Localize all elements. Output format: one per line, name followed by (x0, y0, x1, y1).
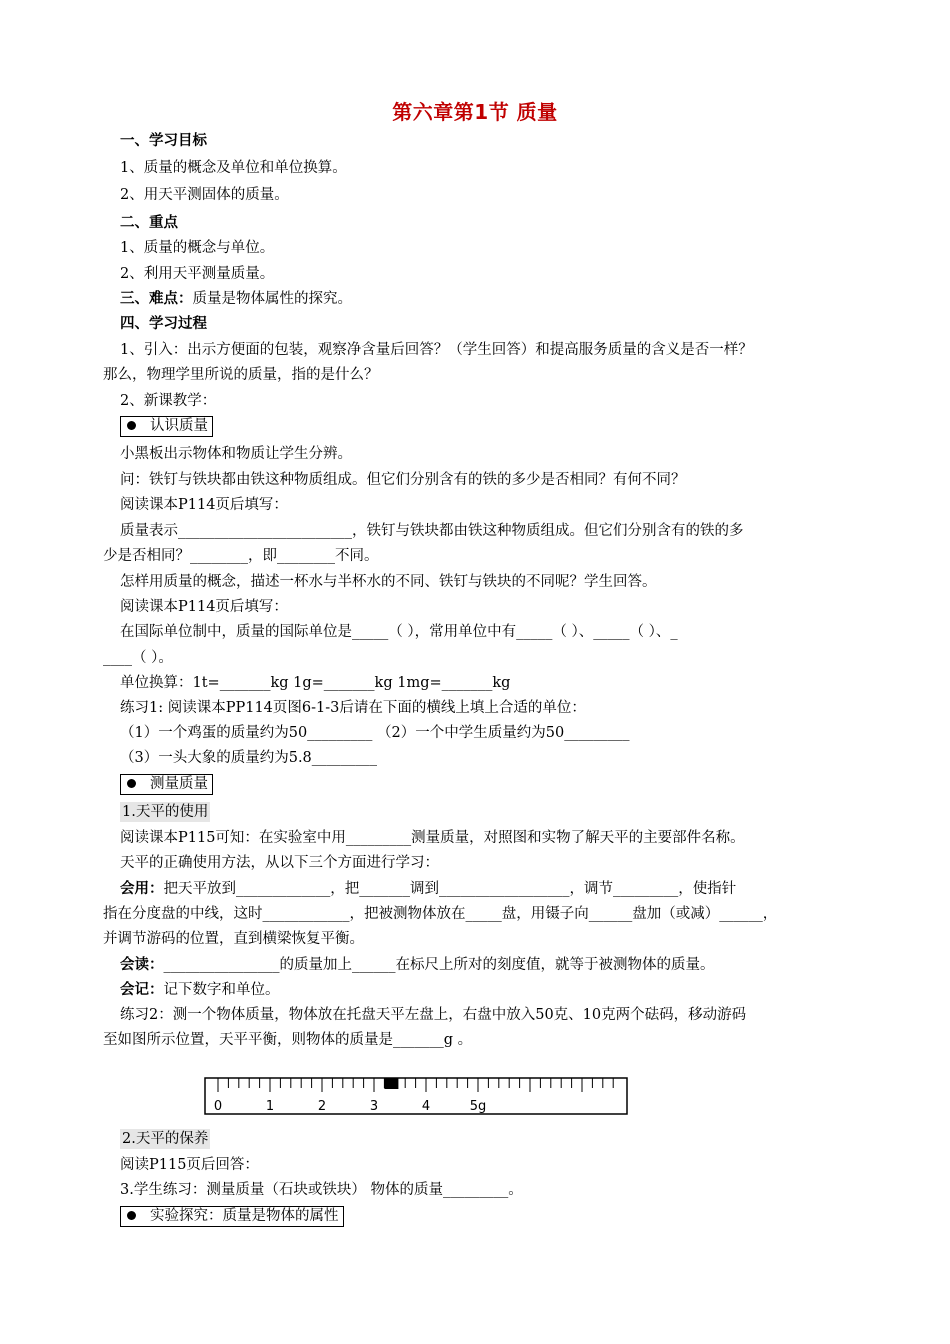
can-read-text: ________________的质量加上______在标尺上所对的刻度值，就等于被测物体的质量。 (163, 957, 715, 973)
keypoint-1: 1、质量的概念与单位。 (120, 240, 275, 256)
can-read-heading: 会读： (120, 957, 164, 973)
text-line: 并调节游码的位置，直到横梁恢复平衡。 (103, 931, 364, 947)
topic-label: 测量质量 (150, 776, 208, 792)
ruler-tick-label: 4 (421, 1099, 431, 1114)
fill-in-line: 少是否相同？________，即________不同。 (103, 548, 379, 564)
rider-marker (384, 1078, 398, 1089)
exercise-1-heading: 练习1: 阅读课本PP114页图6-1-3后请在下面的横线上填上合适的单位： (120, 700, 586, 716)
subheading-label: 2.天平的保养 (122, 1131, 209, 1147)
difficulty-text: 质量是物体属性的探究。 (192, 291, 352, 307)
balance-scale-ruler (204, 1077, 628, 1117)
can-use-heading: 会用： (120, 881, 164, 897)
subheading-balance-care (120, 1129, 210, 1149)
ruler-tick-label: 0 (213, 1099, 223, 1114)
text-line: 小黑板出示物体和物质让学生分辨。 (120, 446, 352, 462)
page-title: 第六章第1节 质量 (392, 100, 558, 124)
objective-2: 2、用天平测固体的质量。 (120, 187, 289, 203)
section-heading-keypoints: 二、重点 (120, 215, 178, 231)
student-practice-line: 3.学生练习：测量质量（石块或铁块） 物体的质量_________。 (120, 1182, 523, 1198)
bullet-dot-icon (127, 779, 136, 788)
difficulty-heading: 三、难点： (120, 291, 193, 307)
bullet-dot-icon (127, 421, 136, 430)
can-record-line (120, 980, 280, 1000)
unit-conversion-line: 单位换算：1t=_______kg 1g=_______kg 1mg=_______kg (120, 675, 511, 691)
fill-in-line: 指在分度盘的中线，这时____________，把被测物体放在_____盘，用镊子向______盘加（或减）______， (103, 906, 778, 922)
exercise-2-line-2: 至如图所示位置，天平平衡，则物体的质量是_______g 。 (103, 1032, 473, 1048)
topic-label: 实验探究：质量是物体的属性 (150, 1208, 339, 1224)
fill-in-line: 质量表示________________________，铁钉与铁块都由铁这种物质组成。但它们分别含有的铁的多 (120, 523, 744, 539)
can-record-heading: 会记： (120, 982, 164, 998)
intro-line-2: 那么，物理学里所说的质量，指的是什么？ (103, 367, 379, 383)
topic-box (120, 416, 213, 437)
ruler-tick-label: 2 (317, 1099, 327, 1114)
topic-box (120, 1206, 344, 1227)
ruler-tick-label: 5g (469, 1099, 487, 1114)
can-record-text: 记下数字和单位。 (163, 982, 280, 998)
topic-understand-mass (120, 416, 213, 437)
objective-1: 1、质量的概念及单位和单位换算。 (120, 160, 347, 176)
reading-instruction: 阅读课本P114页后填写： (120, 599, 288, 615)
topic-label: 认识质量 (150, 418, 208, 434)
difficulty-line (120, 289, 352, 309)
ruler-tick-label: 3 (369, 1099, 379, 1114)
reading-instruction: 阅读课本P115可知：在实验室中用_________测量质量，对照图和实物了解天平的主要部件名称。 (120, 830, 745, 846)
section-heading-process: 四、学习过程 (120, 316, 207, 332)
reading-instruction: 阅读P115页后回答： (120, 1157, 259, 1173)
exercise-1-item-3: （3）一头大象的质量约为5.8_________ (120, 750, 378, 766)
topic-box (120, 774, 213, 795)
section-heading-objectives: 一、学习目标 (120, 133, 207, 149)
intro-line-1: 1、引入：出示方便面的包装，观察净含量后回答？（学生回答）和提高服务质量的含义是否一样？ (120, 342, 753, 358)
keypoint-2: 2、利用天平测量质量。 (120, 266, 275, 282)
topic-measure-mass (120, 774, 213, 795)
reading-instruction: 阅读课本P114页后填写： (120, 497, 288, 513)
exercise-1-items: （1）一个鸡蛋的质量约为50_________ （2）一个中学生质量约为50_________ (120, 725, 630, 741)
fill-in-line: ____（ ）。 (103, 650, 173, 666)
question-line: 问：铁钉与铁块都由铁这种物质组成。但它们分别含有的铁的多少是否相同？有何不同？ (120, 472, 686, 488)
new-lesson-line: 2、新课教学： (120, 393, 217, 409)
text-line: 怎样用质量的概念，描述一杯水与半杯水的不同、铁钉与铁块的不同呢？学生回答。 (120, 574, 657, 590)
subheading-label: 1.天平的使用 (122, 804, 209, 820)
subheading-balance-use (120, 802, 210, 822)
topic-experiment (120, 1206, 344, 1227)
can-use-text: 把天平放到_____________，把_______调到__________________，调节_________，使指针 (163, 881, 737, 897)
ruler-tick-label: 1 (265, 1099, 275, 1114)
exercise-2-line-1: 练习2：测一个物体质量，物体放在托盘天平左盘上，右盘中放入50克、10克两个砝码，移动游码 (120, 1007, 747, 1023)
can-read-line (120, 955, 715, 975)
can-use-line (120, 879, 736, 899)
text-line: 天平的正确使用方法，从以下三个方面进行学习： (120, 855, 439, 871)
fill-in-line: 在国际单位制中，质量的国际单位是_____（ ），常用单位中有_____（ ）、_____（ ）、_ (120, 624, 678, 640)
bullet-dot-icon (127, 1211, 136, 1220)
